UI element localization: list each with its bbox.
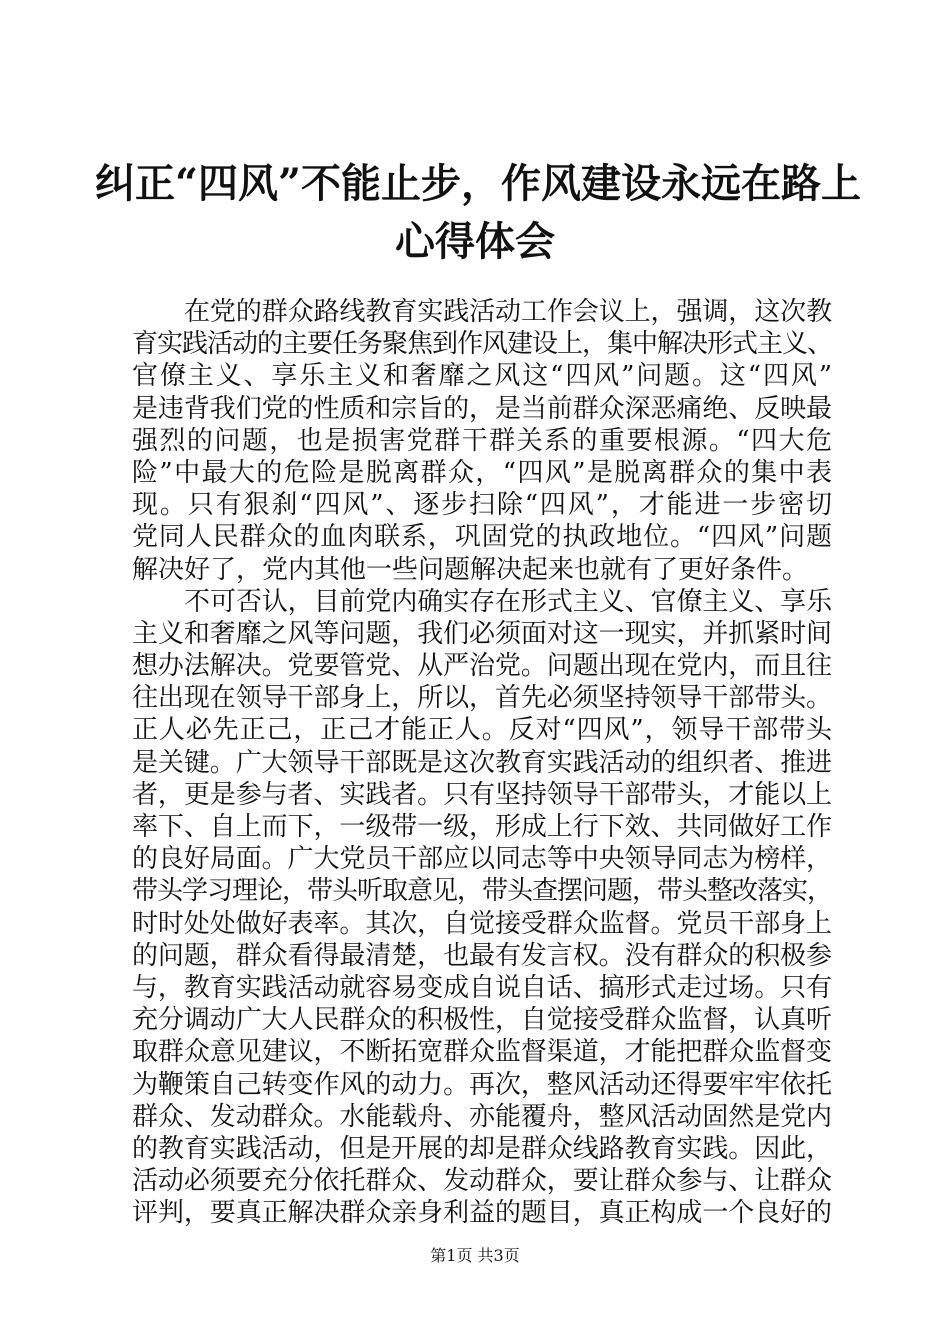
paragraph-line: 时时处处做好表率。其次，自觉接受群众监督。党员干部身上 (132, 908, 832, 939)
paragraph (132, 586, 832, 1230)
paragraph-line: 育实践活动的主要任务聚焦到作风建设上，集中解决形式主义、 (132, 329, 832, 360)
paragraph-line: 主义和奢靡之风等问题，我们必须面对这一现实，并抓紧时间 (132, 618, 832, 649)
document-title-line1: 纠正“四风”不能止步，作风建设永远在路上 (95, 160, 862, 207)
paragraph-line: 正人必先正己，正己才能正人。反对“四风”，领导干部带头 (132, 715, 832, 746)
paragraph-line: 带头学习理论，带头听取意见，带头查摆问题，带头整改落实， (132, 876, 832, 907)
paragraph-line: 的问题，群众看得最清楚，也最有发言权。没有群众的积极参 (132, 940, 832, 971)
paragraph-line: 解决好了，党内其他一些问题解决起来也就有了更好条件。 (132, 554, 809, 585)
paragraph-line: 想办法解决。党要管党、从严治党。问题出现在党内，而且往 (132, 651, 832, 682)
paragraph-line: 取群众意见建议，不断拓宽群众监督渠道，才能把群众监督变 (132, 1037, 832, 1068)
paragraph (132, 296, 832, 586)
paragraph-line: 现。只有狠刹“四风”、逐步扫除“四风”，才能进一步密切 (132, 490, 832, 521)
paragraph-line: 与，教育实践活动就容易变成自说自话、搞形式走过场。只有 (132, 972, 832, 1003)
paragraph-line: 往出现在领导干部身上，所以，首先必须坚持领导干部带头。 (132, 683, 832, 714)
paragraph-line: 党同人民群众的血肉联系，巩固党的执政地位。“四风”问题 (132, 522, 832, 553)
paragraph-line: 是违背我们党的性质和宗旨的，是当前群众深恶痛绝、反映最 (132, 393, 832, 424)
paragraph-line: 的良好局面。广大党员干部应以同志等中央领导同志为榜样， (132, 844, 832, 875)
paragraph-line: 险”中最大的危险是脱离群众，“四风”是脱离群众的集中表 (132, 457, 832, 488)
page-footer: 第1页 共3页 (430, 1246, 520, 1265)
paragraph-line: 群众、发动群众。水能载舟、亦能覆舟，整风活动固然是党内 (132, 1101, 832, 1132)
paragraph-line: 是关键。广大领导干部既是这次教育实践活动的组织者、推进 (132, 747, 832, 778)
paragraph-line: 的教育实践活动，但是开展的却是群众线路教育实践。因此， (132, 1133, 832, 1164)
paragraph-line: 活动必须要充分依托群众、发动群众，要让群众参与、让群众 (132, 1166, 832, 1197)
paragraph-line: 为鞭策自己转变作风的动力。再次，整风活动还得要牢牢依托 (132, 1069, 832, 1100)
paragraph-line: 者，更是参与者、实践者。只有坚持领导干部带头，才能以上 (132, 779, 832, 810)
document-title-line2: 心得体会 (395, 218, 555, 265)
paragraph-line: 官僚主义、享乐主义和奢靡之风这“四风”问题。这“四风” (132, 361, 832, 392)
paragraph-line: 评判，要真正解决群众亲身利益的题目，真正构成一个良好的 (132, 1198, 832, 1229)
paragraph-line: 充分调动广大人民群众的积极性，自觉接受群众监督，认真听 (132, 1005, 832, 1036)
document-body (132, 296, 832, 1229)
paragraph-line: 率下、自上而下，一级带一级，形成上行下效、共同做好工作 (132, 812, 832, 842)
paragraph-line: 强烈的问题，也是损害党群干群关系的重要根源。“四大危 (132, 425, 832, 456)
paragraph-line: 在党的群众路线教育实践活动工作会议上，强调，这次教 (184, 297, 832, 327)
paragraph-line: 不可否认，目前党内确实存在形式主义、官僚主义、享乐 (184, 586, 832, 617)
